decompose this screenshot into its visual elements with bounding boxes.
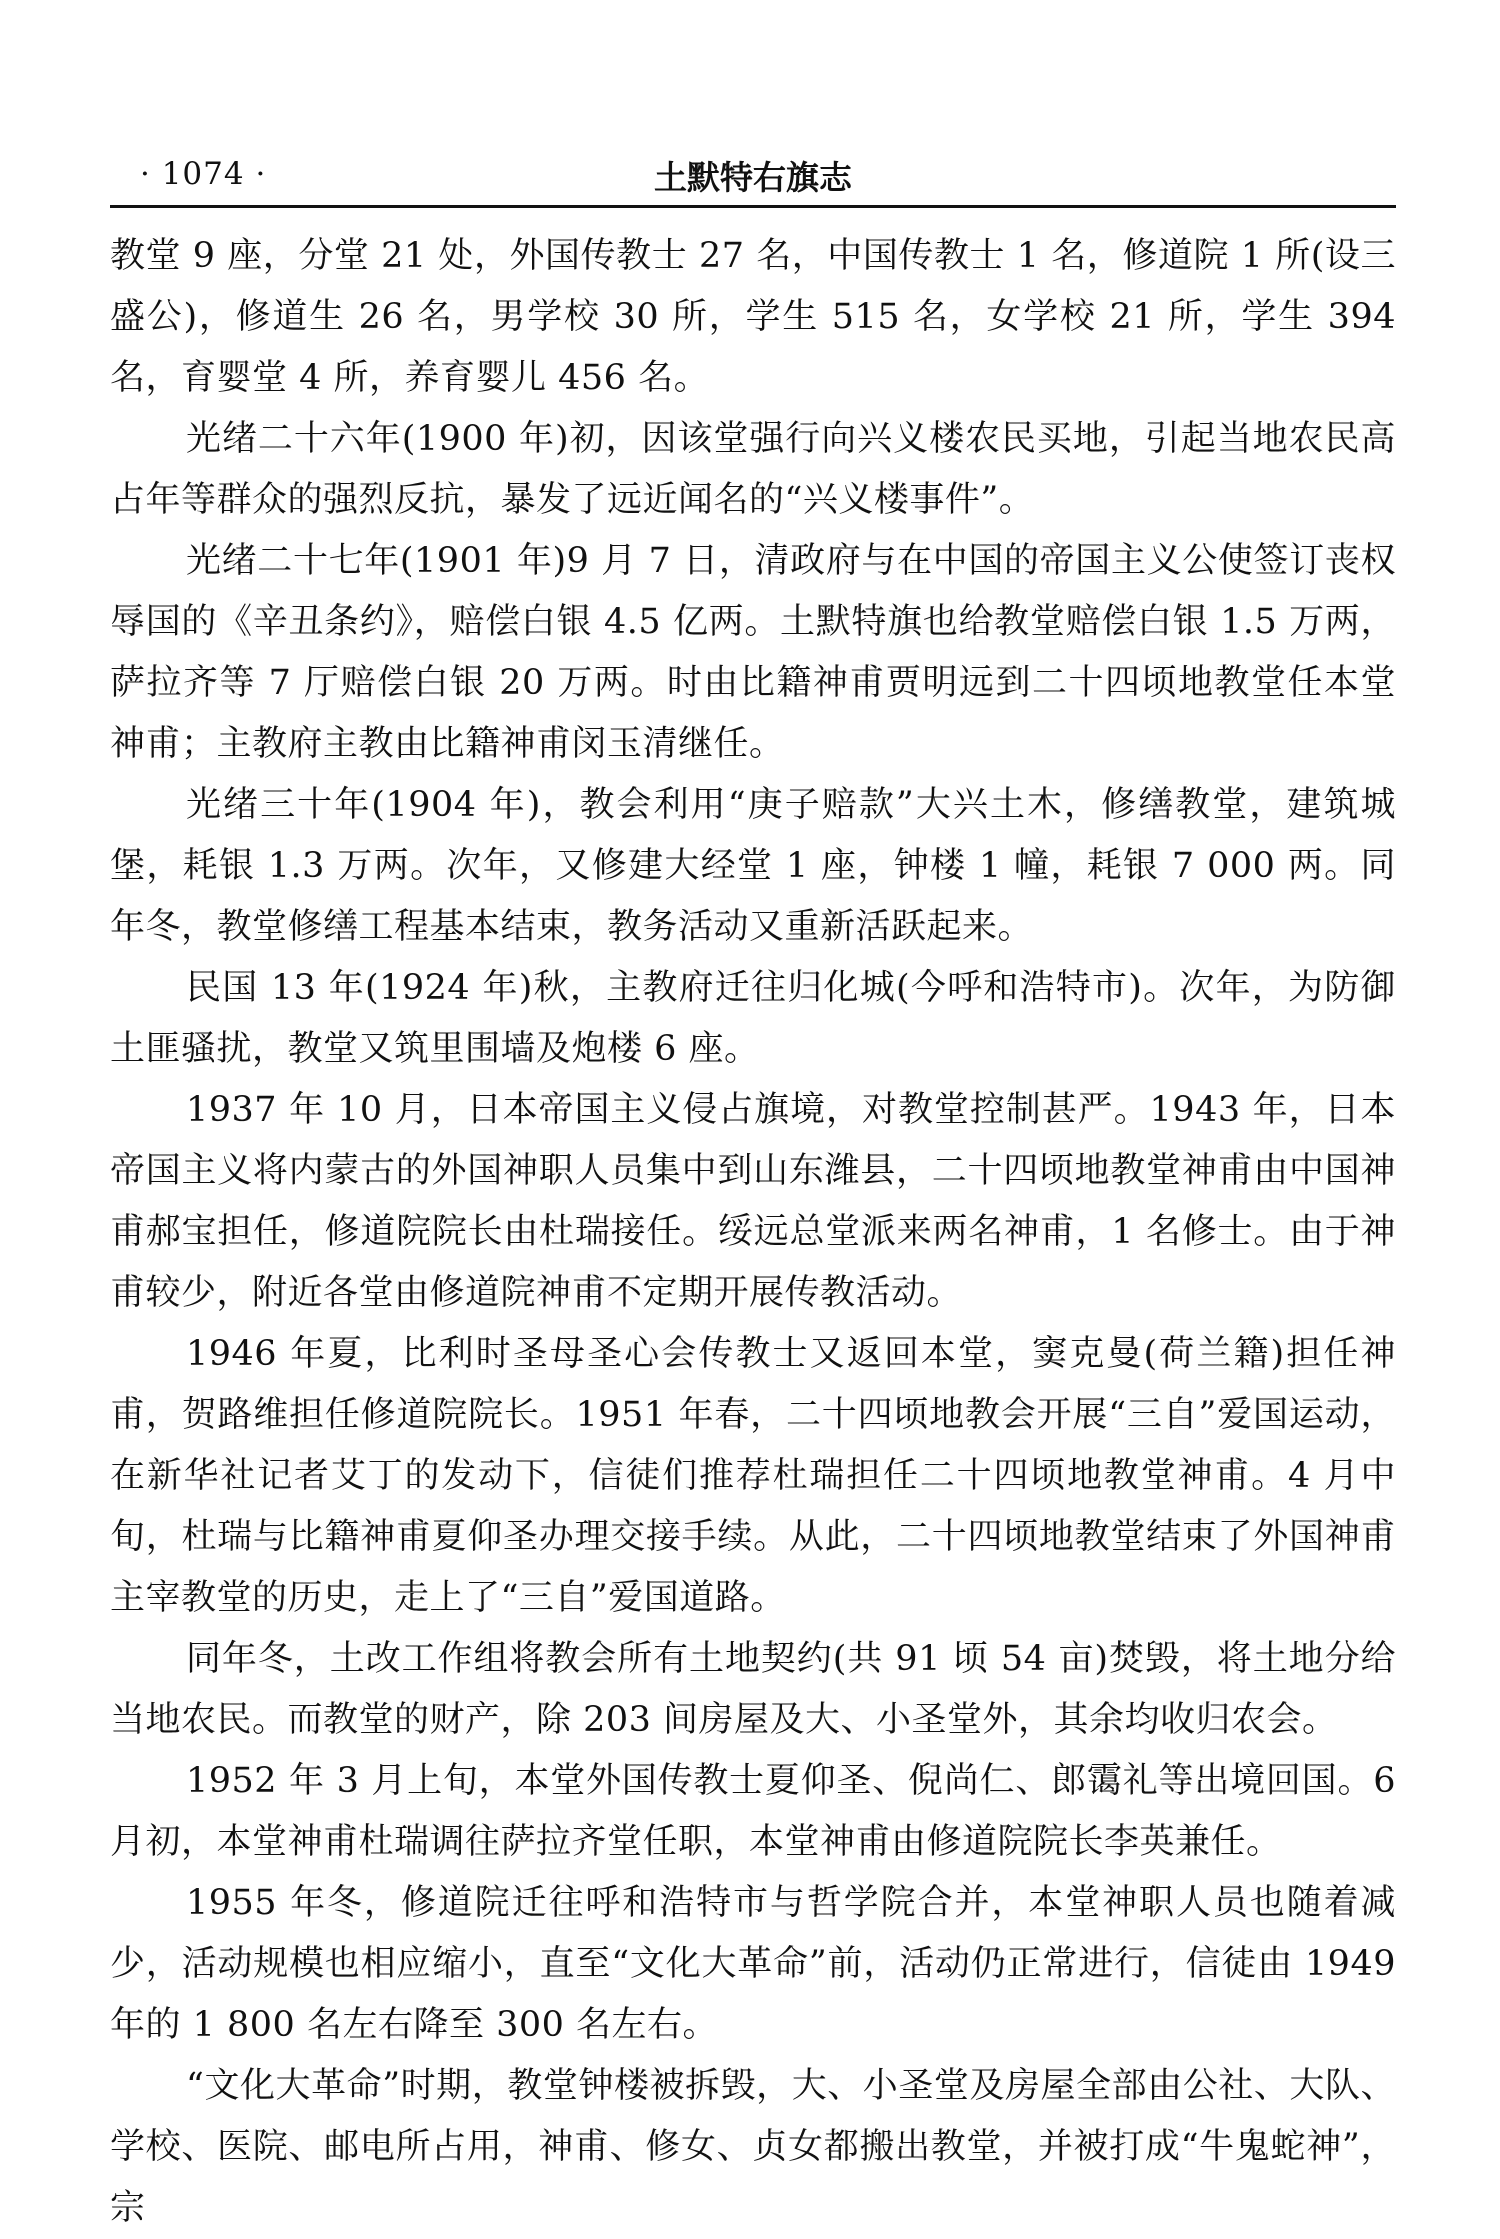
paragraph: 1937 年 10 月，日本帝国主义侵占旗境，对教堂控制甚严。1943 年，日本帝国主义将内蒙古的外国神职人员集中到山东潍县，二十四顷地教堂神甫由中国神甫郝宝担任，修道院院长由杜瑞接任。绥远总堂派来两名神甫，1 名修士。由于神甫较少，附近各堂由修道院神甫不定期开展传教活动。 xyxy=(110,1090,1396,1313)
body-text xyxy=(110,226,1396,2239)
paragraph: 1946 年夏，比利时圣母圣心会传教士又返回本堂，窦克曼(荷兰籍)担任神甫，贺路维担任修道院院长。1951 年春，二十四顷地教会开展“三自”爱国运动，在新华社记者艾丁的发动下，信徒们推荐杜瑞担任二十四顷地教堂神甫。4 月中旬，杜瑞与比籍神甫夏仰圣办理交接手续。从此，二十四顷地教堂结束了外国神甫主宰教堂的历史，走上了“三自”爱国道路。 xyxy=(110,1334,1396,1618)
paragraph: 1952 年 3 月上旬，本堂外国传教士夏仰圣、倪尚仁、郎霭礼等出境回国。6 月初，本堂神甫杜瑞调往萨拉齐堂任职，本堂神甫由修道院院长李英兼任。 xyxy=(110,1761,1396,1862)
paragraph: 教堂 9 座，分堂 21 处，外国传教士 27 名，中国传教士 1 名，修道院 1 所(设三盛公)，修道生 26 名，男学校 30 所，学生 515 名，女学校 21 所，学生 394 名，育婴堂 4 所，养育婴儿 456 名。 xyxy=(110,236,1396,398)
paragraph: 1955 年冬，修道院迁往呼和浩特市与哲学院合并，本堂神职人员也随着减少，活动规模也相应缩小，直至“文化大革命”前，活动仍正常进行，信徒由 1949 年的 1 800 名左右降至 300 名左右。 xyxy=(110,1883,1396,2045)
paragraph: 同年冬，土改工作组将教会所有土地契约(共 91 顷 54 亩)焚毁，将土地分给当地农民。而教堂的财产，除 203 间房屋及大、小圣堂外，其余均收归农会。 xyxy=(110,1639,1396,1740)
paragraph: 光绪二十七年(1901 年)9 月 7 日，清政府与在中国的帝国主义公使签订丧权辱国的《辛丑条约》，赔偿白银 4.5 亿两。土默特旗也给教堂赔偿白银 1.5 万两，萨拉齐等 7 厅赔偿白银 20 万两。时由比籍神甫贾明远到二十四顷地教堂任本堂神甫；主教府主教由比籍神甫闵玉清继任。 xyxy=(110,541,1396,764)
paragraph: 光绪二十六年(1900 年)初，因该堂强行向兴义楼农民买地，引起当地农民高占年等群众的强烈反抗，暴发了远近闻名的“兴义楼事件”。 xyxy=(110,419,1396,520)
paragraph: “文化大革命”时期，教堂钟楼被拆毁，大、小圣堂及房屋全部由公社、大队、学校、医院、邮电所占用，神甫、修女、贞女都搬出教堂，并被打成“牛鬼蛇神”，宗 xyxy=(110,2066,1396,2228)
running-title: 土默特右旗志 xyxy=(654,158,852,197)
header-rule xyxy=(110,205,1396,208)
paragraph: 民国 13 年(1924 年)秋，主教府迁往归化城(今呼和浩特市)。次年，为防御土匪骚扰，教堂又筑里围墙及炮楼 6 座。 xyxy=(110,968,1396,1069)
paragraph: 光绪三十年(1904 年)，教会利用“庚子赔款”大兴土木，修缮教堂，建筑城堡，耗银 1.3 万两。次年，又修建大经堂 1 座，钟楼 1 幢，耗银 7 000 两。同年冬，教堂修缮工程基本结束，教务活动又重新活跃起来。 xyxy=(110,785,1396,947)
page-number: · 1074 · xyxy=(140,156,267,192)
page-header xyxy=(110,148,1396,200)
